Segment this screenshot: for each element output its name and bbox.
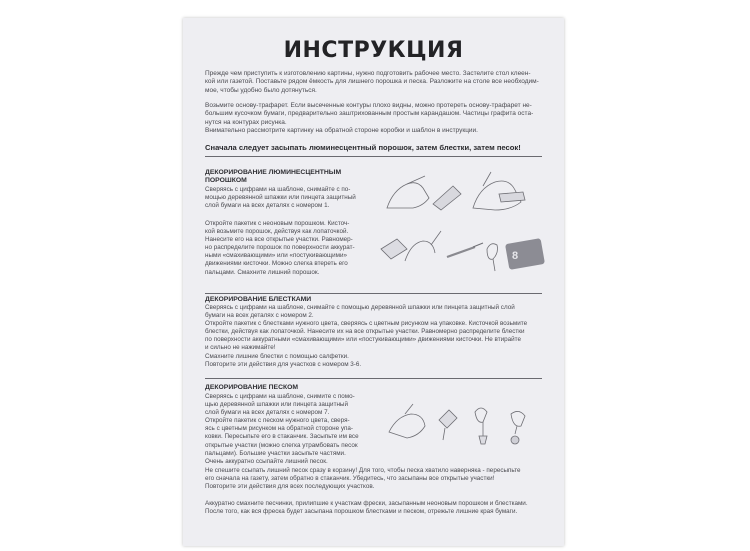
text-line: Откройте пакетик с неоновым порошком. Кисточ- (205, 220, 350, 227)
heading-line: ДЕКОРИРОВАНИЕ ЛЮМИНЕСЦЕНТНЫМ (205, 169, 342, 176)
template-line: Внимательно рассмотрите картинку на обратной стороне коробки и шаблон в инструкции. (205, 126, 478, 134)
text-line: Сверяясь с цифрами на шаблоне, снимайте с по- (205, 186, 351, 193)
text-line: Аккуратно смахните песчинки, прилипшие к участкам фрески, засыпанным неоновым порошком и блестками. (205, 500, 528, 507)
text-line: блестки, действуя как лопаточкой. Нанесите их на все открытые участки. Равномерно распределите блестки (205, 328, 525, 336)
text-line: Нанесите его на все открытые участки. Равномер- (205, 236, 353, 244)
intro-paragraph (205, 70, 545, 95)
text-line: слой бумаги на всех деталях с номером 1. (205, 202, 330, 210)
text-line: и сильно не нажимайте! (205, 344, 276, 352)
text-line: пальцами). Большие участки засыпьте частями. (205, 449, 346, 457)
text-line: Повторите эти действия для участков с номером 3-6. (205, 360, 362, 368)
section-heading-sand: ДЕКОРИРОВАНИЕ ПЕСКОМ (205, 384, 299, 391)
text-line: его сначала на газету, затем обратно в стаканчик. Убедитесь, что засыпаны все открытые участки! (205, 475, 495, 483)
instruction-sheet (183, 18, 564, 546)
peel-layer-illustration (383, 168, 543, 218)
text-line: ясь с цветным рисунком на обратной стороне упа- (205, 425, 354, 433)
divider (205, 156, 542, 157)
page-title: ИНСТРУКЦИЯ (283, 38, 464, 63)
template-paragraph (205, 102, 545, 135)
glitter-paragraph (205, 304, 545, 369)
text-line: Сверяясь с цифрами на шаблоне, снимайте с помощью деревянной шпажки или пинцета защитный слой (205, 304, 515, 311)
apply-powder-illustration (375, 223, 547, 281)
text-line: кой возьмите порошок, действуя как лопаточкой. (205, 228, 349, 236)
intro-line: Прежде чем приступить к изготовлению картины, нужно подготовить рабочее место. Застелите стол клеен- (205, 70, 531, 77)
divider (205, 293, 542, 294)
template-line: большим кусочком бумаги, предварительно заштрихованным простым карандашом. Частицы графита оста- (205, 110, 534, 118)
text-line: щью деревянной шпажки или пинцета защитный (205, 401, 348, 409)
luminescent-step-2 (205, 220, 365, 277)
outro-paragraph-2 (205, 500, 545, 516)
text-line: Повторите эти действия для всех последующих участков. (205, 483, 375, 491)
sand-paragraph (205, 393, 365, 466)
heading-line: ПОРОШКОМ (205, 177, 247, 184)
text-line: по поверхности аккуратными «смахивающими» или «постукивающими» движениями кисточки. Не втирайте (205, 336, 521, 344)
intro-line: кой или газетой. Поставьте рядом ёмкость для лишнего порошка и песка. Разложите на столе все необходим- (205, 78, 539, 86)
text-line: движениями кисточки. Можно слегка втереть его (205, 260, 348, 268)
section-heading-luminescent (205, 169, 341, 185)
text-line: открытые участки (можно слегка утрамбовать песок (205, 441, 358, 449)
section-heading-glitter: ДЕКОРИРОВАНИЕ БЛЕСТКАМИ (205, 296, 312, 303)
text-line: слой бумаги на всех деталях с номером 7. (205, 409, 330, 417)
order-warning: Сначала следует засыпать люминесцентный порошок, затем блестки, затем песок! (205, 143, 521, 152)
pour-sand-illustration (383, 400, 543, 448)
text-line: Откройте пакетик с блестками нужного цвета, сверяясь с цветным рисунком на упаковке. Кисточкой возьмите (205, 320, 528, 328)
text-line: Смахните лишние блестки с помощью салфетки. (205, 352, 349, 360)
text-line: Очень аккуратно ссыпайте лишний песок. (205, 457, 328, 465)
divider (205, 378, 542, 379)
text-line: пальцами. Смахните лишний порошок. (205, 268, 320, 276)
text-line: бумаги на всех деталях с номером 2. (205, 312, 314, 320)
text-line: ными «смахивающими» или «постукивающими» (205, 252, 347, 260)
text-line: Откройте пакетик с песком нужного цвета, сверя- (205, 417, 350, 425)
outro-paragraph-1 (205, 467, 545, 491)
svg-text:8: 8 (512, 250, 519, 262)
text-line: ковки. Пересыпьте его в стаканчик. Засыпьте им все (205, 433, 359, 441)
text-line: но распределите порошок по поверхности аккурат- (205, 244, 355, 252)
luminescent-step-1 (205, 186, 365, 210)
template-line: Возьмите основу-трафарет. Если высеченные контуры плохо видны, можно протереть основу-трафарет не- (205, 102, 532, 109)
text-line: мощью деревянной шпажки или пинцета защитный (205, 194, 356, 202)
text-line: Не спешите ссыпать лишний песок сразу в корзину! Для того, чтобы песка хватило наверняка - пересыпьте (205, 467, 521, 474)
text-line: Сверяясь с цифрами на шаблоне, снимите с помо- (205, 393, 355, 400)
text-line: После того, как вся фреска будет засыпана порошком блестками и песком, отрежьте лишние края бумаги. (205, 508, 518, 516)
intro-line: мое, чтобы удобно было дотянуться. (205, 86, 317, 94)
template-line: нутся на контурах рисунка. (205, 118, 287, 126)
